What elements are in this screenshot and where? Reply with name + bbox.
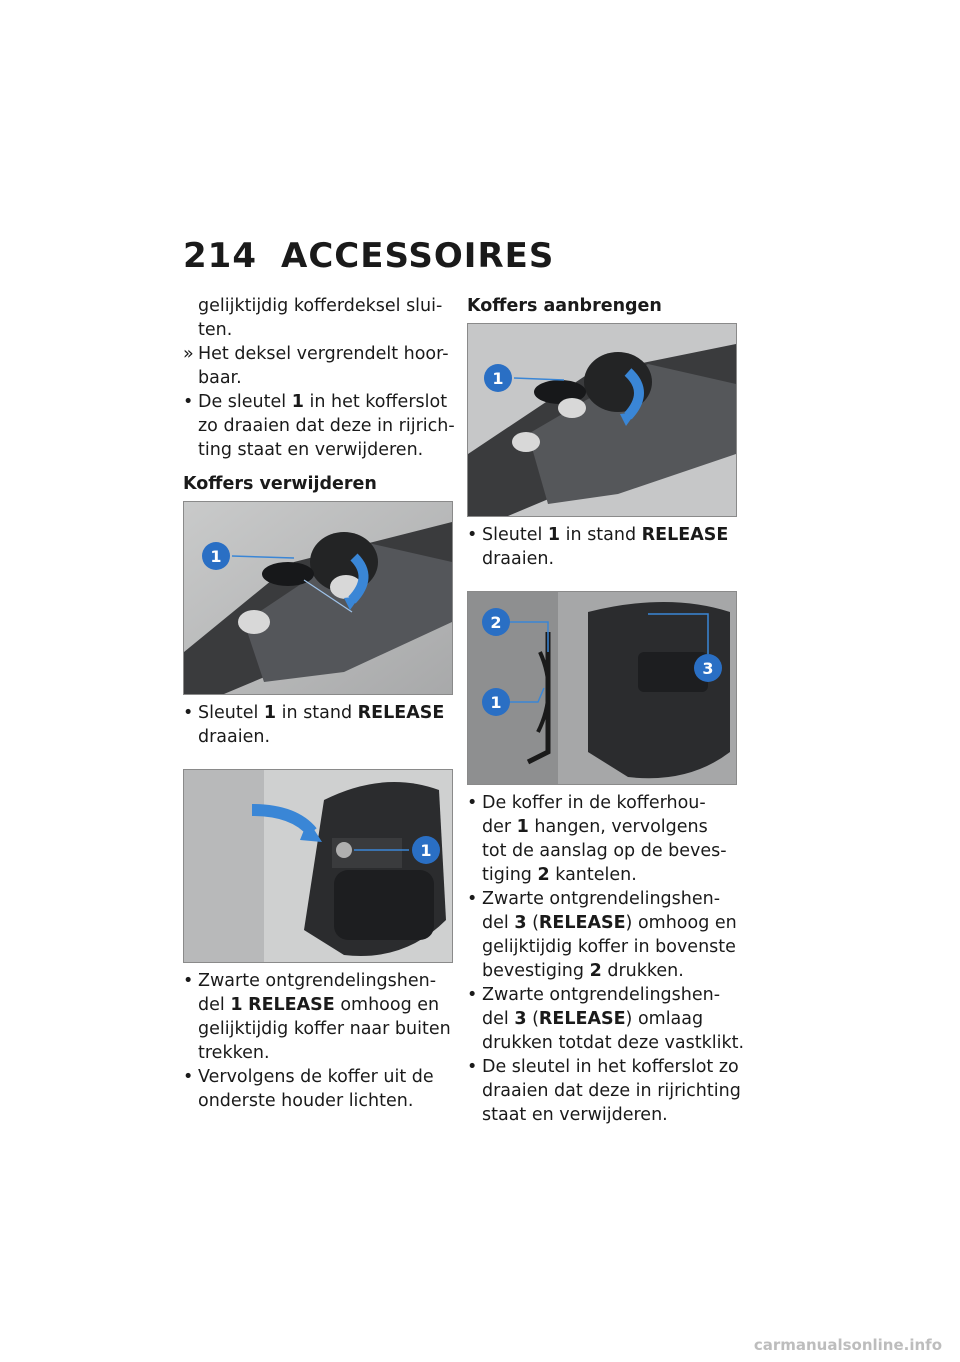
page-header	[183, 236, 554, 276]
step-black-handle: • Zwarte ontgrendelingshen- del 1 RELEASE omhoog en gelijktijdig koffer naar buiten trekken.	[183, 969, 455, 1065]
step-push-down: • Zwarte ontgrendelingshen- del 3 (RELEASE) omlaag drukken totdat deze vastklikt.	[467, 983, 739, 1055]
right-column	[467, 294, 745, 1127]
figure-key-lock-attach	[467, 323, 737, 517]
svg-text:3: 3	[702, 659, 714, 678]
step-lift-case: • Vervolgens de koffer uit de onderste houder lichten.	[183, 1065, 455, 1113]
page-number: 214	[183, 236, 257, 276]
step-release-key-1: • Sleutel 1 in stand RELEASE draaien.	[183, 701, 455, 749]
svg-text:1: 1	[490, 693, 502, 712]
svg-text:1: 1	[210, 547, 222, 566]
section-title: ACCESSOIRES	[281, 236, 555, 276]
step-remove-key: • De sleutel 1 in het kofferslot zo draaien dat deze in rijrich- ting staat en verwijderen.	[183, 390, 455, 462]
figure-case-mount	[467, 591, 737, 785]
result-text: » Het deksel vergrendelt hoor- baar.	[183, 342, 455, 390]
figure-case-handle	[183, 769, 453, 963]
heading-remove-cases: Koffers verwijderen	[183, 474, 377, 494]
step-hang-case: • De koffer in de kofferhou- der 1 hangen, vervolgens tot de aanslag op de beves- tiging 2 kantelen.	[467, 791, 739, 887]
svg-text:2: 2	[490, 613, 502, 632]
heading-attach-cases: Koffers aanbrengen	[467, 296, 662, 316]
step-key-final: • De sleutel in het kofferslot zo draaien dat deze in rijrichting staat en verwijderen.	[467, 1055, 739, 1127]
figure-key-lock-release	[183, 501, 453, 695]
step-release-key-2: • Sleutel 1 in stand RELEASE draaien.	[467, 523, 739, 571]
svg-text:1: 1	[492, 369, 504, 388]
watermark: carmanualsonline.info	[753, 1336, 942, 1354]
left-column	[183, 294, 455, 1113]
step-push-up: • Zwarte ontgrendelingshen- del 3 (RELEASE) omhoog en gelijktijdig koffer in bovenste bevestiging 2 drukken.	[467, 887, 739, 983]
continued-step: gelijktijdig kofferdeksel slui- ten.	[198, 296, 443, 340]
svg-text:1: 1	[420, 841, 432, 860]
